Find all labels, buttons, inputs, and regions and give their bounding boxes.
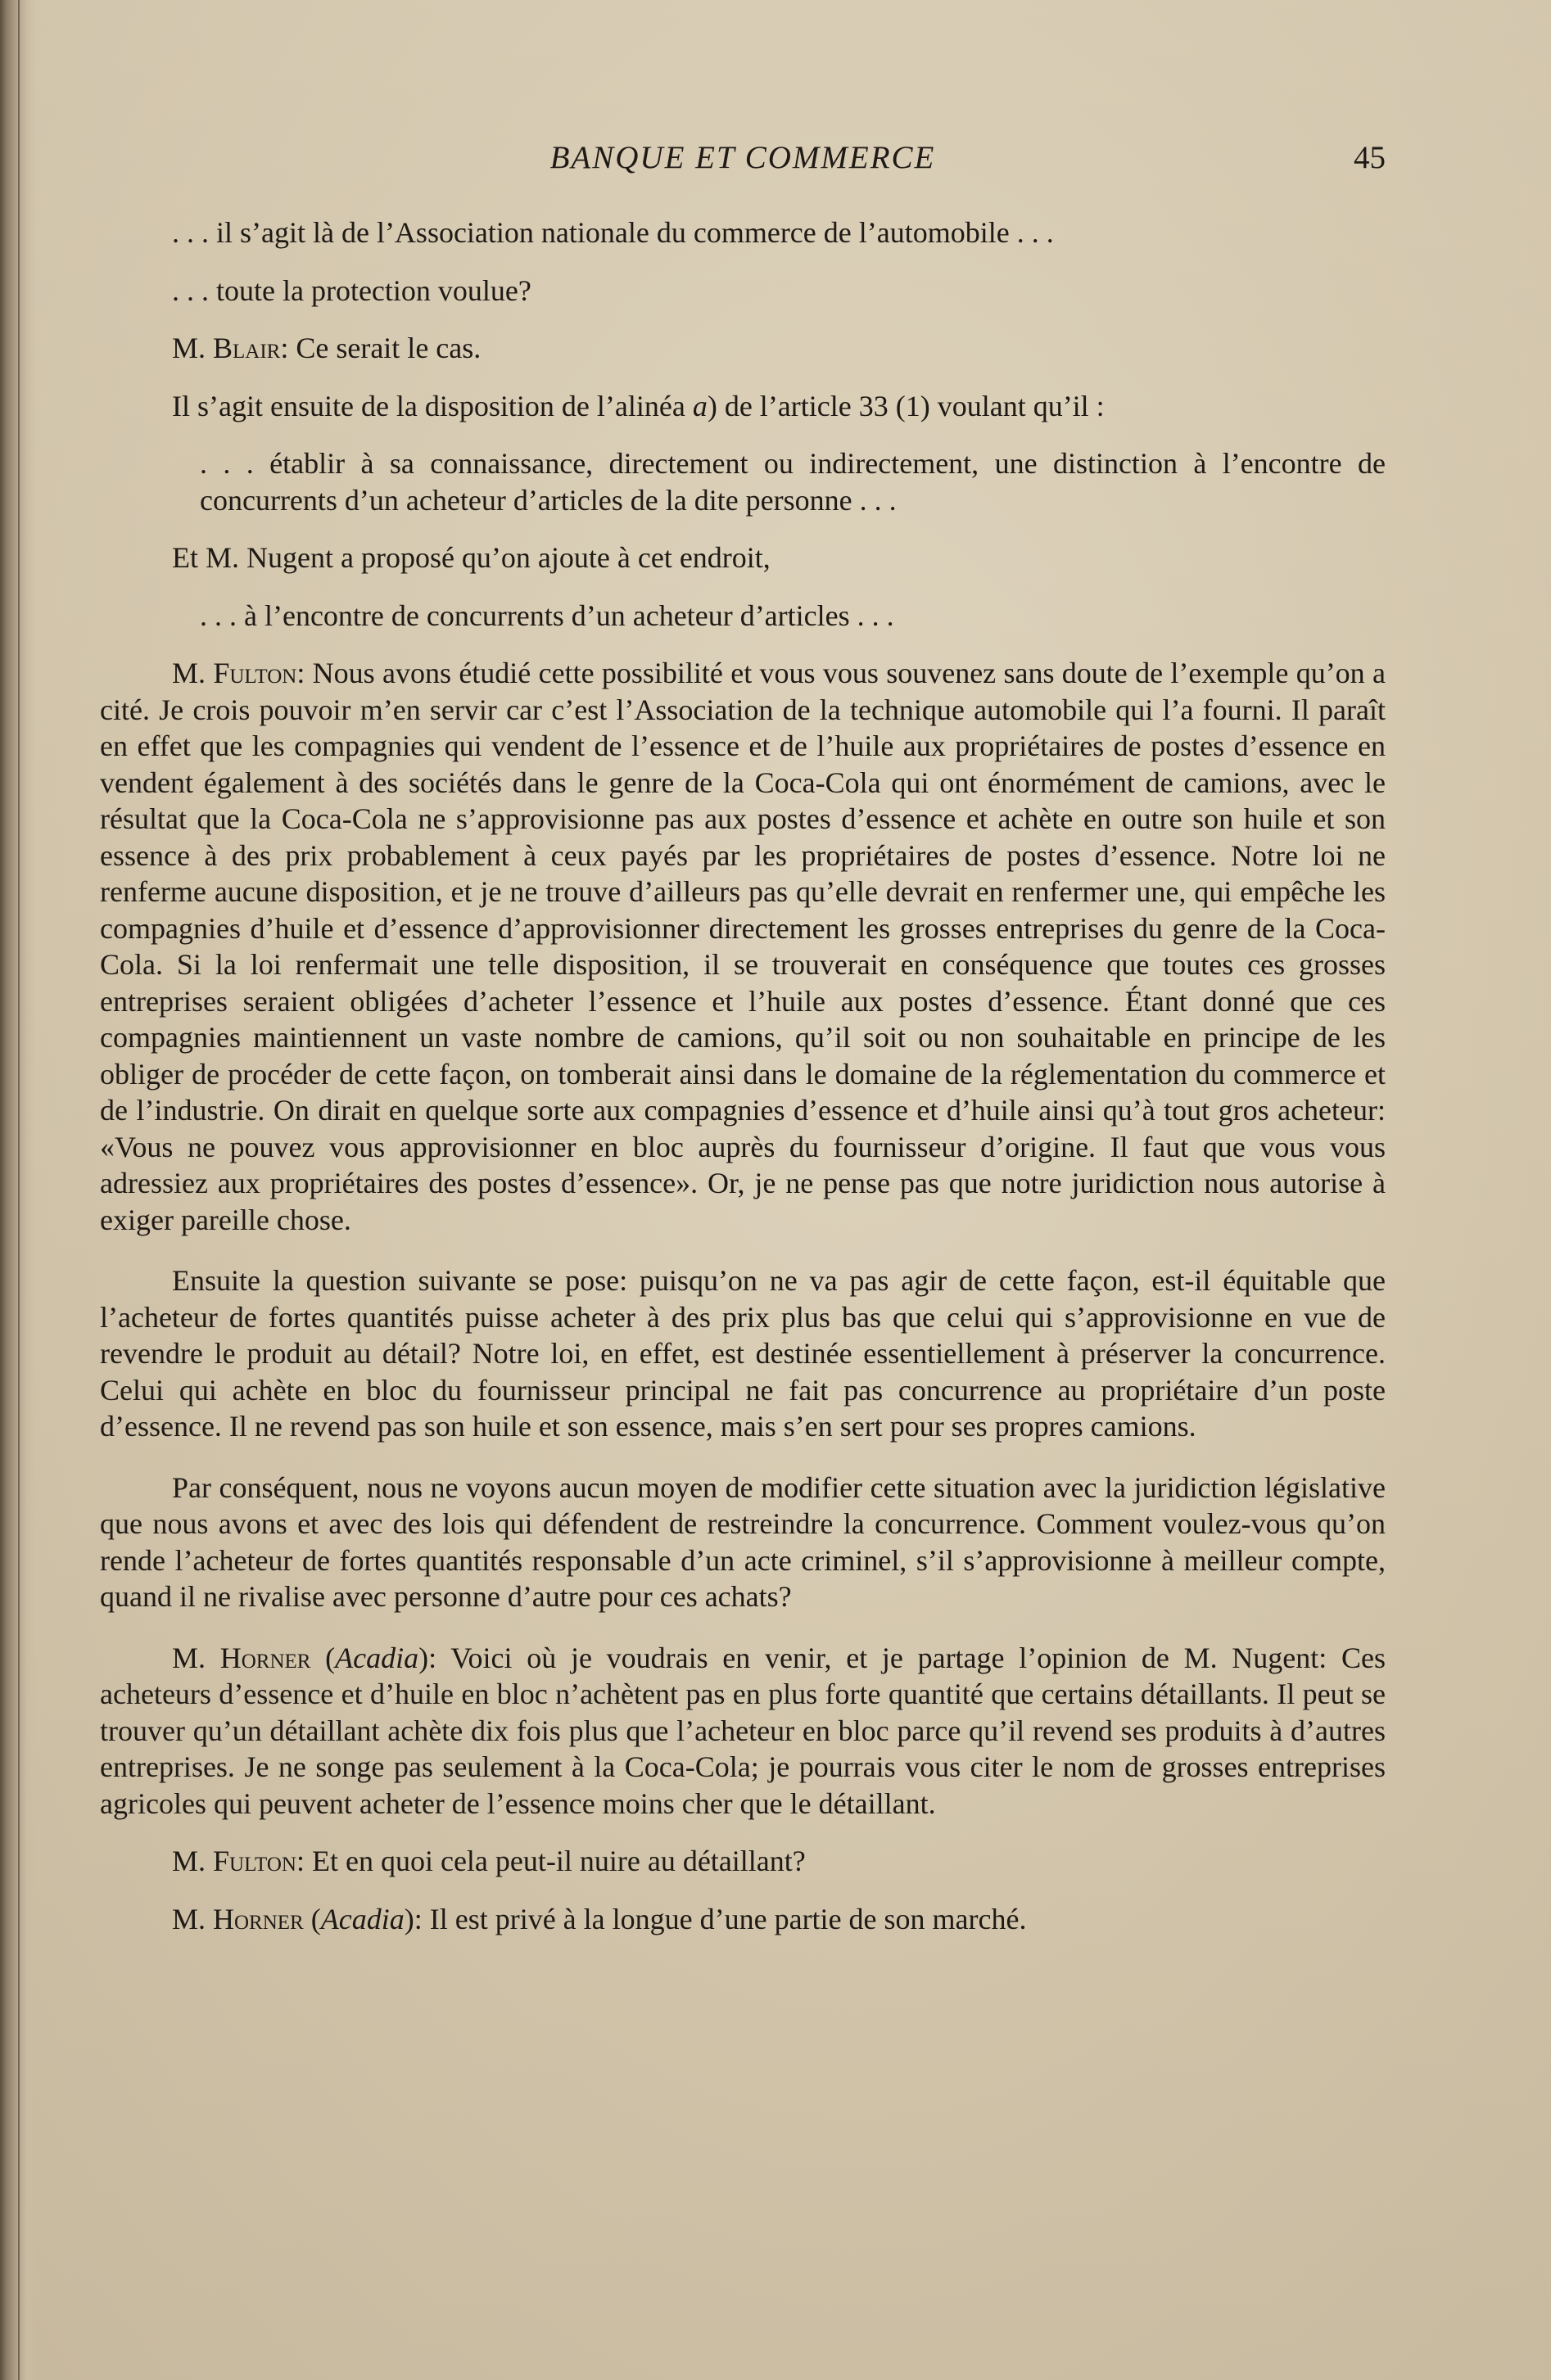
paragraph-consequence: Par conséquent, nous ne voyons aucun moyen de modifier cette situation avec la juridiction législative que nous avons et avec des lois qui défendent de restreindre la concurrence. Comment voulez-vous qu’on rende l’acheteur de fortes quantités responsable d’un acte criminel, s’il s’approvisionne à meilleur compte, quand il ne rivalise avec personne d’autre pour ces achats?	[100, 1470, 1386, 1613]
narration-text-b: ) de l’article 33 (1) voulant qu’il :	[707, 389, 1105, 422]
speaker-riding: Acadia	[335, 1641, 419, 1674]
speech-text: : Nous avons étudié cette possibilité et vous vous souvenez sans doute de l’exemple qu’on a cité. Je crois pouvoir m’en servir car c’est l’Association de la technique automobile qui l’a fourni. Il paraît en effet que les compagnies qui vendent de l’essence et de l’huile aux propriétaires de postes d’essence en vendent également à des sociétés dans le genre de la Coca-Cola qui ont énormément de camions, avec le résultat que la Coca-Cola ne s’approvisionne pas aux postes d’essence et achète en outre son huile et son essence à des prix probablement à ceux payés par les propriétaires de postes d’essence. Notre loi ne renferme aucune disposition, et je ne trouve d’ailleurs pas qu’elle devrait en renfermer une, qui empêche les compagnies d’huile et d’essence d’approvisionner directement les grosses entreprises du genre de la Coca-Cola. Si la loi renfermait une telle disposition, il se trouverait en conséquence que toutes ces grosses entreprises seraient obligées d’acheter l’essence et l’huile aux postes d’essence. Étant donné que ces compagnies maintiennent un vaste nombre de camions, qu’il soit ou non souhaitable en principe de les obliger de procéder de cette façon, on tomberait ainsi dans le domaine de la réglementation du commerce et de l’industrie. On dirait en quelque sorte aux compagnies d’essence et d’huile ainsi qu’à tout gros acheteur: «Vous ne pouvez vous approvisionner en bloc auprès du fournisseur d’origine. Il faut que vous vous adressiez aux propriétaires des postes d’essence». Or, je ne pense pas que notre juridiction nous autorise à exiger pareille chose.	[100, 657, 1386, 1236]
page-number: 45	[1354, 140, 1386, 175]
speaker-name: M. Horner	[172, 1641, 311, 1674]
quoted-amendment: . . . à l’encontre de concurrents d’un acheteur d’articles . . .	[200, 598, 894, 632]
speaker-name: M. Blair	[172, 332, 281, 364]
speech-fulton-1	[100, 655, 1386, 1238]
speech-text: : Et en quoi cela peut-il nuire au détaillant?	[296, 1845, 806, 1877]
speech-fulton-2	[100, 1843, 1386, 1880]
quote-line-2: . . . toute la protection voulue?	[172, 273, 531, 307]
speech-blair	[100, 330, 1386, 367]
narration-nugent: Et M. Nugent a proposé qu’on ajoute à cet endroit,	[172, 541, 771, 574]
narration-text-a: Il s’agit ensuite de la disposition de l’alinéa	[172, 389, 693, 422]
speech-text: : Ce serait le cas.	[280, 332, 482, 364]
speech-text: : Il est privé à la longue d’une partie de son marché.	[414, 1902, 1027, 1935]
running-title: BANQUE ET COMMERCE	[549, 140, 936, 175]
narration-paragraph	[100, 388, 1386, 425]
speaker-name: M. Fulton	[172, 657, 297, 689]
speaker-name: M. Horner	[172, 1902, 304, 1935]
page-header	[100, 136, 1386, 185]
quote-line-1: . . . il s’agit là de l’Association nationale du commerce de l’automobile . . .	[172, 216, 1054, 249]
speech-text: : Voici où je voudrais en venir, et je partage l’opinion de M. Nugent: Ces acheteurs d’essence et d’huile en bloc n’achètent pas en plus forte quantité que certains détaillants. Il peut se trouver qu’un détaillant achète dix fois plus que l’acheteur en bloc parce qu’il revend ses produits à d’autres entreprises. Je ne songe pas seulement à la Coca-Cola; je pourrais vous citer le nom de grosses entreprises agricoles qui peuvent acheter de l’essence moins cher que le détaillant.	[100, 1641, 1386, 1820]
speaker-riding: Acadia	[320, 1902, 405, 1935]
binding-line	[18, 0, 20, 2380]
page-body	[100, 215, 1386, 1937]
speech-horner-2: M. Horner (Acadia): Il est privé à la longue d’une partie de son marché.	[172, 1902, 1027, 1935]
paragraph-question: Ensuite la question suivante se pose: puisqu’on ne va pas agir de cette façon, est-il équitable que l’acheteur de fortes quantités puisse acheter à des prix plus bas que celui qui s’approvisionne en vue de revendre le produit au détail? Notre loi, en effet, est destinée essentiellement à préserver la concurrence. Celui qui achète en bloc du fournisseur principal ne fait pas concurrence au propriétaire d’un poste d’essence. Il ne revend pas son huile et son essence, mais s’en sert pour ses propres camions.	[100, 1264, 1386, 1443]
speech-horner-1: M. Horner (Acadia): Voici où je voudrais en venir, et je partage l’opinion de M. Nugent: Ces acheteurs d’essence et d’huile en bloc n’achètent pas en plus forte quantité que certains détaillants. Il peut se trouver qu’un détaillant achète dix fois plus que l’acheteur en bloc parce qu’il revend ses produits à d’autres entreprises. Je ne songe pas seulement à la Coca-Cola; je pourrais vous citer le nom de grosses entreprises agricoles qui peuvent acheter de l’essence moins cher que le détaillant.	[100, 1641, 1386, 1820]
clause-letter: a	[692, 389, 708, 422]
quoted-clause: . . . établir à sa connaissance, directement ou indirectement, une distinction à l’encontre de concurrents d’un acheteur d’articles de la dite personne . . .	[200, 447, 1386, 517]
speaker-name: M. Fulton	[172, 1845, 296, 1877]
